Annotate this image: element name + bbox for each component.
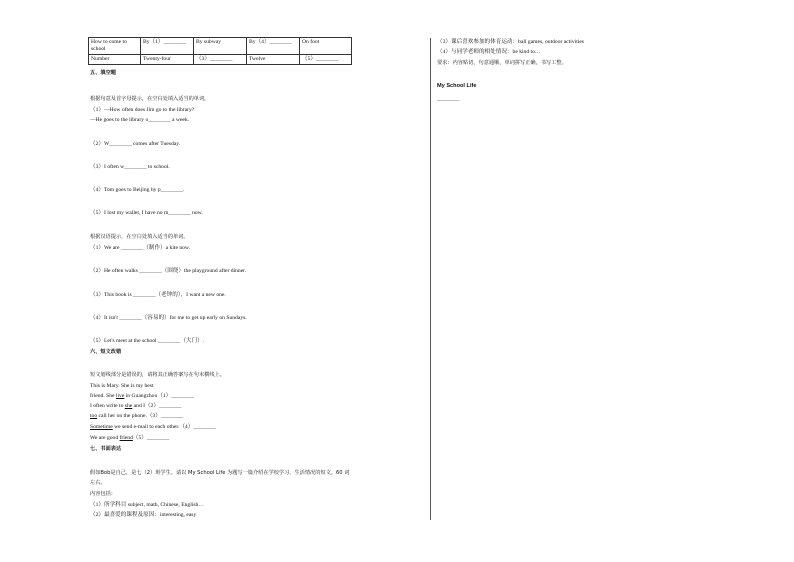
question-text: （5）Let's meet at the school ________（大门）. — [90, 338, 205, 344]
question-text: （3）I often w________ to school. — [90, 164, 170, 170]
question-text: （4）Tom goes to Beijing by p________. — [90, 187, 185, 193]
table-cell: By subway — [194, 38, 247, 55]
content-item: （4）与同学老师的相处情况：be kind to… — [437, 49, 541, 55]
passage-text: in Guangzhou（1）________ — [124, 393, 194, 399]
table-cell: By（4）________ — [247, 38, 300, 55]
passage-line — [90, 435, 169, 442]
column-divider — [430, 38, 431, 520]
passage-text: friend. She — [90, 393, 116, 399]
passage-line — [90, 424, 216, 431]
passage-text: we send e-mail to each other.（4）________ — [112, 424, 216, 430]
table-cell: Number — [89, 55, 141, 65]
error-word: Sometime — [90, 424, 113, 430]
table-cell: （3）________ — [194, 55, 247, 65]
requirement-text: 要求：内容贴切，句意通顺，单词拼写正确，书写工整。 — [437, 60, 567, 66]
content-item: （2）最喜爱的课程及原因：interesting, easy — [90, 512, 197, 518]
table-cell: How to come to school — [89, 38, 141, 55]
table-cell: By（1）________ — [141, 38, 194, 55]
table-cell: On foot — [300, 38, 352, 55]
question-text: （3）This book is ________（老钟的），I want a new one. — [90, 292, 226, 298]
table-cell: Twelve — [247, 55, 300, 65]
passage-line — [90, 413, 183, 420]
error-word: she — [124, 403, 133, 409]
answer-line: ________ — [437, 96, 460, 102]
question-text: （2）He often walks ________（围绕）the playground after dinner. — [90, 268, 247, 274]
instruction-text: 左右。 — [90, 480, 106, 486]
question-text: —He goes to the library o________ a week. — [90, 117, 190, 123]
question-text: （1）—How often does Jim go to the library? — [90, 107, 195, 113]
content-item: （3）课后喜欢参加的体育运动：ball games, outdoor activities — [437, 39, 584, 45]
instruction-text: 内容包括： — [90, 491, 116, 497]
section-heading: 七、书面表达 — [90, 446, 122, 452]
instruction-text: 根据句意及首字母提示，在空白处填入适当的单词。 — [90, 96, 210, 102]
table-row — [89, 38, 352, 55]
section-heading: 六、短文改错 — [90, 349, 122, 355]
essay-title: My School Life — [437, 83, 477, 89]
question-text: （5）I lost my wallet, I have no m________ now. — [90, 210, 203, 216]
passage-text: I often write to — [90, 403, 125, 409]
table-cell: （5）________ — [300, 55, 352, 65]
table-cell: Twenty-four — [141, 55, 194, 65]
instruction-text: 假如Bob是自己，是七（2）班学生。请以 My School Life 为题写一篇介绍在学校学习、生活情况的短文。60 词 — [90, 470, 350, 476]
question-text: （1）We are ________（制作）a kite now. — [90, 245, 191, 251]
passage-line — [90, 403, 181, 410]
passage-text: （5）________ — [132, 435, 170, 441]
error-word: too — [90, 413, 98, 419]
error-word: friend — [119, 435, 133, 441]
transport-table — [88, 37, 352, 65]
section-heading: 五、填空题 — [90, 70, 116, 76]
passage-line: This is Mary. She is my best — [90, 383, 154, 389]
question-text: （4）It isn't ________（容易的）for me to get up early on Sundays. — [90, 315, 247, 321]
instruction-text: 根据汉语提示，在空白处填入适当的单词。 — [90, 234, 189, 240]
question-text: （2）W________ comes after Tuesday. — [90, 141, 181, 147]
table-row — [89, 55, 352, 65]
content-item: （1）所学科目 subject, math, Chinese, English… — [90, 502, 204, 508]
instruction-text: 短文划线部分是错误的，请将其正确答案写在句末横线上。 — [90, 372, 225, 378]
passage-text: We are good — [90, 435, 120, 441]
passage-text: call her on the phone.（3）________ — [97, 413, 184, 419]
passage-line — [90, 393, 194, 400]
passage-text: and I（2）________ — [132, 403, 182, 409]
error-word: live — [115, 393, 125, 399]
